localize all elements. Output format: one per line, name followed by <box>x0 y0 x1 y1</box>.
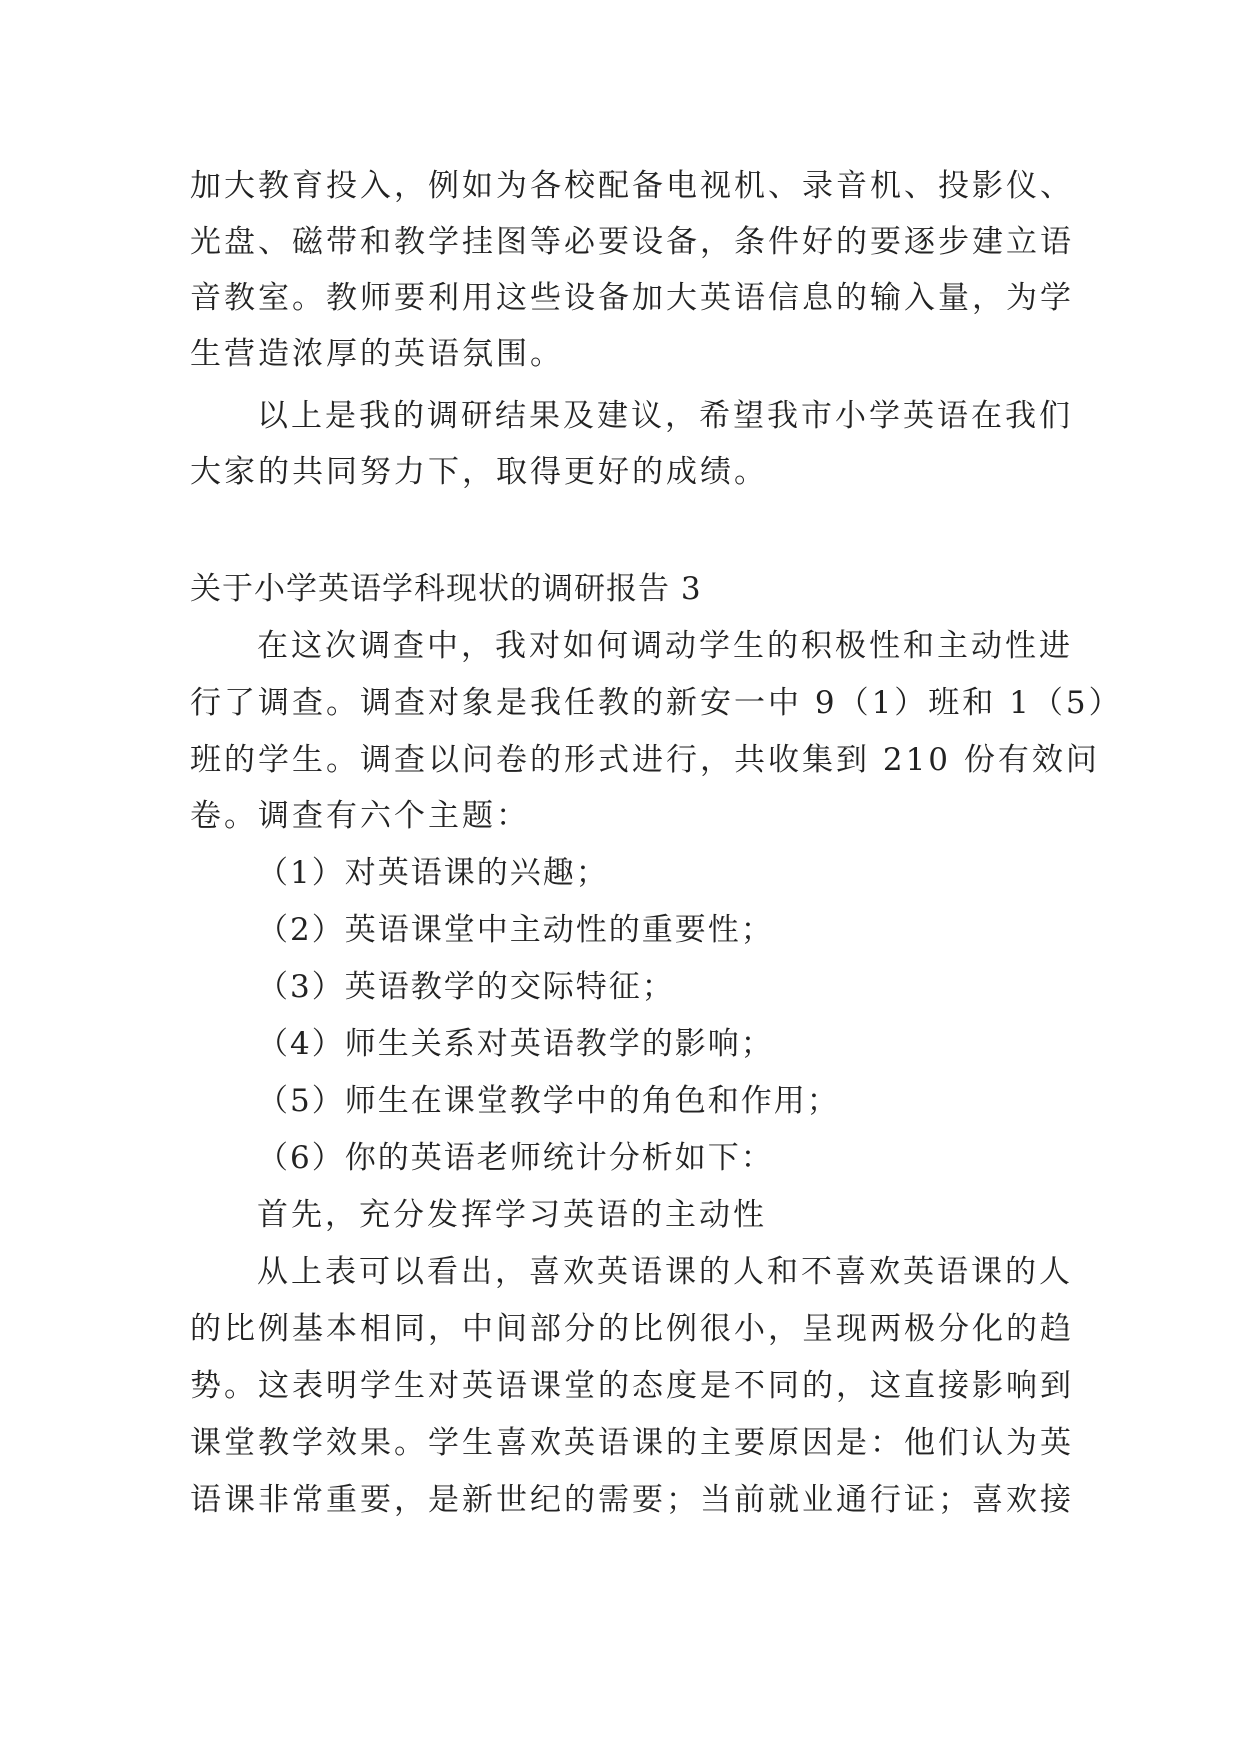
paragraph-line: 势。这表明学生对英语课堂的态度是不同的，这直接影响到 <box>190 1368 1074 1404</box>
paragraph-line: 音教室。教师要利用这些设备加大英语信息的输入量，为学 <box>190 280 1074 316</box>
topic-item: （2）英语课堂中主动性的重要性； <box>257 912 774 948</box>
paragraph-line: 大家的共同努力下，取得更好的成绩。 <box>190 454 768 490</box>
paragraph-line: 以上是我的调研结果及建议，希望我市小学英语在我们 <box>257 398 1073 434</box>
topic-item: （4）师生关系对英语教学的影响； <box>257 1026 774 1062</box>
paragraph-line: 生营造浓厚的英语氛围。 <box>190 336 564 372</box>
topic-item: （3）英语教学的交际特征； <box>257 969 675 1005</box>
paragraph-line: 从上表可以看出，喜欢英语课的人和不喜欢英语课的人 <box>257 1254 1073 1290</box>
topic-item: （1）对英语课的兴趣； <box>257 855 609 891</box>
section-heading: 关于小学英语学科现状的调研报告 3 <box>190 571 702 607</box>
subheading: 首先，充分发挥学习英语的主动性 <box>257 1197 767 1233</box>
paragraph-line: 在这次调查中，我对如何调动学生的积极性和主动性进 <box>257 628 1073 664</box>
paragraph-line: 行了调查。调查对象是我任教的新安一中 9（1）班和 1（5） <box>190 685 1123 721</box>
topic-item: （6）你的英语老师统计分析如下： <box>257 1140 774 1176</box>
topic-item: （5）师生在课堂教学中的角色和作用； <box>257 1083 840 1119</box>
paragraph-line: 卷。调查有六个主题： <box>190 798 530 834</box>
paragraph-line: 课堂教学效果。学生喜欢英语课的主要原因是：他们认为英 <box>190 1425 1074 1461</box>
paragraph-line: 加大教育投入，例如为各校配备电视机、录音机、投影仪、 <box>190 168 1074 204</box>
paragraph-line: 班的学生。调查以问卷的形式进行，共收集到 210 份有效问 <box>190 742 1100 778</box>
paragraph-line: 光盘、磁带和教学挂图等必要设备，条件好的要逐步建立语 <box>190 224 1074 260</box>
paragraph-line: 语课非常重要，是新世纪的需要；当前就业通行证；喜欢接 <box>190 1482 1074 1518</box>
paragraph-line: 的比例基本相同，中间部分的比例很小，呈现两极分化的趋 <box>190 1311 1074 1347</box>
